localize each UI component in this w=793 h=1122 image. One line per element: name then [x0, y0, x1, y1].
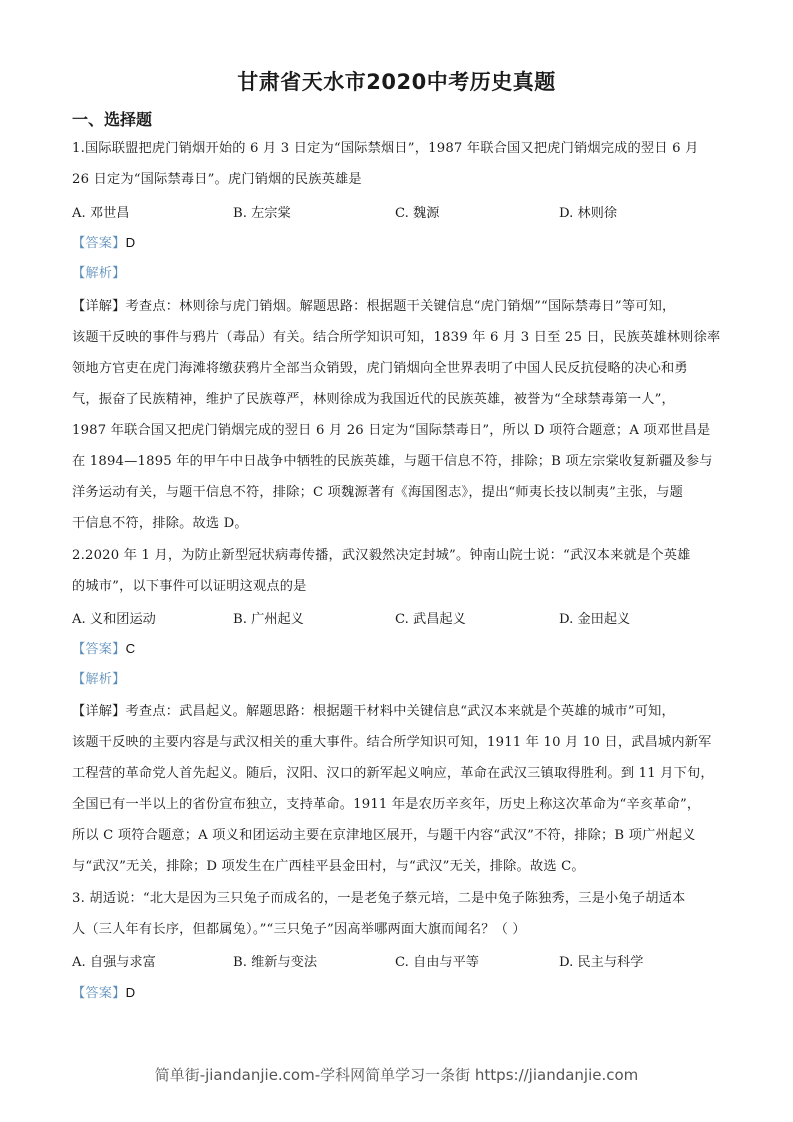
q3-answer — [72, 983, 732, 1004]
q3-option-d: D. 民主与科学 — [559, 955, 644, 970]
q2-option-d: D. 金田起义 — [559, 612, 631, 627]
q1-stem-line: 1.国际联盟把虎门销烟开始的 6 月 3 日定为“国际禁烟日”，1987 年联合国又把虎门销烟完成的翌日 6 月 — [72, 141, 699, 156]
q2-detail-line: 工程营的革命党人首先起义。随后，汉阳、汉口的新军起义响应，革命在武汉三镇取得胜利。到 11 月下旬， — [72, 766, 714, 781]
q3-stem-line: 人（三人年有长序，但都属兔）。”“三只兔子”因高举哪两面大旗而闻名？（ ） — [72, 922, 526, 937]
q1-option-b: B. 左宗棠 — [233, 206, 291, 221]
q2-option-a: A. 义和团运动 — [72, 612, 156, 627]
answer-value: D — [125, 985, 136, 1000]
q3-option-a: A. 自强与求富 — [72, 955, 156, 970]
section-heading: 一、选择题 — [72, 110, 153, 129]
answer-value: D — [125, 235, 136, 250]
q1-analysis-label — [72, 264, 732, 284]
q1-detail-line: 气，振奋了民族精神，维护了民族尊严，林则徐成为我国近代的民族英雄，被誉为“全球禁毒第一人”， — [72, 392, 675, 407]
analysis-label: 【解析】 — [72, 266, 126, 281]
q3-option-b: B. 维新与变法 — [233, 955, 318, 970]
q2-detail-line: 【详解】考查点：武昌起义。解题思路：根据题干材料中关键信息“武汉本来就是个英雄的城市”可知， — [72, 704, 675, 719]
q3-options — [72, 951, 732, 971]
q1-option-a: A. 邓世昌 — [72, 206, 130, 221]
q2-detail-line: 该题干反映的主要内容是与武汉相关的重大事件。结合所学知识可知，1911 年 10 月 10 日，武昌城内新军 — [72, 735, 712, 750]
q1-detail-line: 洋务运动有关，与题干信息不符，排除；C 项魏源著有《海国图志》，提出“师夷长技以制夷”主张，与题 — [72, 485, 684, 500]
analysis-label: 【解析】 — [72, 672, 126, 687]
q2-analysis-label — [72, 670, 732, 690]
q1-option-c: C. 魏源 — [395, 206, 440, 221]
q1-detail-line: 干信息不符，排除。故选 D。 — [72, 516, 248, 531]
q1-detail-line: 在 1894—1895 年的甲午中日战争中牺牲的民族英雄，与题干信息不符，排除；B 项左宗棠收复新疆及参与 — [72, 454, 713, 469]
q2-stem-line: 2.2020 年 1 月，为防止新型冠状病毒传播，武汉毅然决定封城”。钟南山院士说：“武汉本来就是个英雄 — [72, 548, 691, 563]
q1-stem-line: 26 日定为“国际禁毒日”。虎门销烟的民族英雄是 — [72, 172, 362, 187]
answer-label: 【答案】 — [72, 986, 126, 1001]
q1-detail-line: 【详解】考查点：林则徐与虎门销烟。解题思路：根据题干关键信息“虎门销烟”“国际禁毒日”等可知， — [72, 299, 676, 314]
q1-detail-line: 领地方官吏在虎门海滩将缴获鸦片全部当众销毁，虎门销烟向全世界表明了中国人民反抗侵略的决心和勇 — [72, 361, 688, 376]
answer-value: C — [125, 641, 136, 656]
q1-detail-line: 1987 年联合国又把虎门销烟完成的翌日 6 月 26 日定为“国际禁毒日”，所以 D 项符合题意；A 项邓世昌是 — [72, 423, 711, 438]
q2-option-c: C. 武昌起义 — [395, 612, 466, 627]
q1-options — [72, 202, 732, 222]
q1-detail-line: 该题干反映的事件与鸦片（毒品）有关。结合所学知识可知，1839 年 6 月 3 日至 25 日，民族英雄林则徐率 — [72, 330, 721, 345]
answer-label: 【答案】 — [72, 236, 126, 251]
q3-stem-line: 3. 胡适说：“北大是因为三只兔子而成名的，一是老兔子蔡元培，二是中兔子陈独秀，三是小兔子胡适本 — [72, 891, 686, 906]
q2-detail-line: 所以 C 项符合题意；A 项义和团运动主要在京津地区展开，与题干内容“武汉”不符，排除；B 项广州起义 — [72, 828, 696, 843]
q2-detail-line: 全国已有一半以上的省份宣布独立，支持革命。1911 年是农历辛亥年，历史上称这次革命为“辛亥革命”， — [72, 797, 701, 812]
q2-stem-line: 的城市”，以下事件可以证明这观点的是 — [72, 579, 307, 594]
page-title: 甘肃省天水市2020中考历史真题 — [237, 70, 556, 94]
q2-answer — [72, 639, 732, 660]
q2-option-b: B. 广州起义 — [233, 612, 304, 627]
q1-option-d: D. 林则徐 — [559, 206, 618, 221]
q1-answer — [72, 233, 732, 254]
answer-label: 【答案】 — [72, 642, 126, 657]
q2-detail-line: 与“武汉”无关，排除；D 项发生在广西桂平县金田村，与“武汉”无关，排除。故选 C。 — [72, 859, 585, 874]
q2-options — [72, 608, 732, 628]
q3-option-c: C. 自由与平等 — [395, 955, 479, 970]
footer-watermark: 简单街-jiandanjie.com-学科网简单学习一条街 https://jiandanjie.com — [154, 1066, 639, 1084]
